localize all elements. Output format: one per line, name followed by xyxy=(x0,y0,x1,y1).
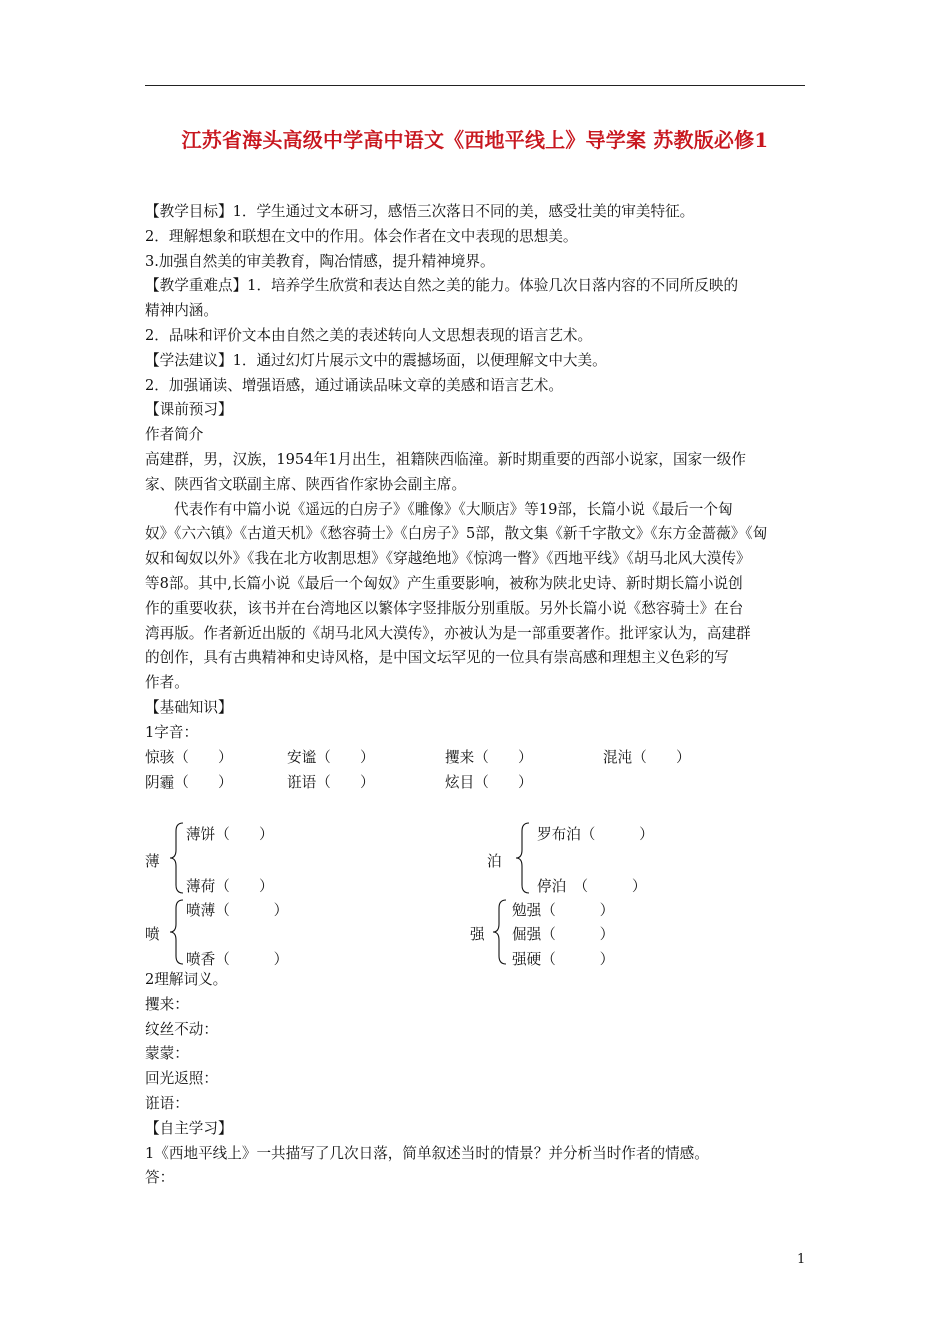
text-line: 【学法建议】1．通过幻灯片展示文中的震撼场面，以便理解文中大美。 xyxy=(145,351,607,369)
text-line: 【教学重难点】1．培养学生欣赏和表达自然之美的能力。体验几次日落内容的不同所反映的 xyxy=(145,277,739,295)
polyphone-item: 倔强（ ） xyxy=(512,926,615,943)
pinyin-item: 炫目（ ） xyxy=(445,774,533,791)
polyphone-item: 勉强（ ） xyxy=(512,902,615,919)
text-line: 3.加强自然美的审美教育，陶冶情感，提升精神境界。 xyxy=(145,252,495,270)
polyphone-group-qiang xyxy=(470,895,630,971)
lower-text xyxy=(145,968,809,1191)
text-line: 家、陕西省文联副主席、陕西省作家协会副主席。 xyxy=(145,475,467,493)
text-line: 的创作，具有古典精神和史诗风格，是中国文坛罕见的一位具有崇高感和理想主义色彩的写 xyxy=(145,649,729,667)
text-line: 诳语： xyxy=(145,1094,189,1112)
text-line: 作的重要收获，该书并在台湾地区以繁体字竖排版分别重版。另外长篇小说《愁容骑士》在台 xyxy=(145,599,744,617)
text-line: 等8部。其中,长篇小说《最后一个匈奴》产生重要影响，被称为陕北史诗、新时期长篇小说创 xyxy=(145,574,743,592)
polyphone-group-bao xyxy=(145,818,305,898)
polyphone-item: 停泊 （ ） xyxy=(537,878,647,895)
text-line: 作者。 xyxy=(145,674,189,692)
curly-brace-icon xyxy=(515,822,531,894)
pinyin-item: 惊骇（ ） xyxy=(145,749,233,766)
text-line: 攫来： xyxy=(145,995,189,1013)
section-heading: 【自主学习】 xyxy=(145,1119,233,1137)
polyphone-item: 薄饼（ ） xyxy=(186,826,274,843)
pinyin-item: 混沌（ ） xyxy=(603,749,691,766)
text-line: 2理解词义。 xyxy=(145,971,228,988)
pinyin-item: 攫来（ ） xyxy=(445,749,533,766)
text-line: 回光返照： xyxy=(145,1070,218,1088)
text-line: 代表作有中篇小说《遥远的白房子》《雕像》《大顺店》等19部，长篇小说《最后一个匈 xyxy=(174,500,733,518)
section-heading: 【基础知识】 xyxy=(145,698,233,716)
pinyin-item: 诳语（ ） xyxy=(287,774,375,791)
curly-brace-icon xyxy=(169,899,185,965)
text-line: 【教学目标】1．学生通过文本研习，感悟三次落日不同的美，感受壮美的审美特征。 xyxy=(145,203,695,220)
polyphone-head: 泊 xyxy=(487,853,502,870)
text-line: 答： xyxy=(145,1169,175,1187)
text-line: 奴》《六六镇》《古道天机》《愁容骑士》《白房子》5部，散文集《新千字散文》《东方金蔷薇》《匈 xyxy=(145,525,768,543)
polyphone-head: 强 xyxy=(470,926,485,943)
polyphone-item: 罗布泊（ ） xyxy=(537,826,654,843)
text-line: 2．理解想象和联想在文中的作用。体会作者在文中表现的思想美。 xyxy=(145,227,578,245)
section-heading: 【课前预习】 xyxy=(145,401,233,419)
polyphone-head: 喷 xyxy=(145,926,160,943)
header-rule xyxy=(145,85,805,86)
polyphone-item: 强硬（ ） xyxy=(512,951,615,968)
text-line: 湾再版。作者新近出版的《胡马北风大漠传》，亦被认为是一部重要著作。批评家认为，高建群 xyxy=(145,624,751,642)
page-number: 1 xyxy=(797,1252,806,1267)
pinyin-item: 安谧（ ） xyxy=(287,749,375,766)
text-line: 蒙蒙： xyxy=(145,1045,189,1063)
text-line: 作者简介 xyxy=(145,426,204,444)
text-line: 奴和匈奴以外》《我在北方收割思想》《穿越绝地》《惊鸿一瞥》《西地平线》《胡马北风大漠传》 xyxy=(145,550,751,568)
text-line: 1字音： xyxy=(145,723,199,741)
text-line: 精神内涵。 xyxy=(145,302,218,320)
polyphone-group-po xyxy=(487,818,667,898)
polyphone-group-pen xyxy=(145,895,305,971)
curly-brace-icon xyxy=(492,899,508,965)
text-line: 2．品味和评价文本由自然之美的表述转向人文思想表现的语言艺术。 xyxy=(145,326,593,344)
polyphone-item: 喷薄（ ） xyxy=(186,902,289,919)
document-title: 江苏省海头高级中学高中语文《西地平线上》导学案 苏教版必修1 xyxy=(181,128,769,152)
polyphone-item: 喷香（ ） xyxy=(186,951,289,968)
curly-brace-icon xyxy=(169,822,185,894)
text-line: 高建群，男，汉族，1954年1月出生，祖籍陕西临潼。新时期重要的西部小说家，国家一级作 xyxy=(145,450,746,468)
text-line: 纹丝不动： xyxy=(145,1020,218,1038)
polyphone-head: 薄 xyxy=(145,853,160,870)
pinyin-item: 阴霾（ ） xyxy=(145,774,233,791)
body-text xyxy=(145,200,809,746)
polyphone-item: 薄荷（ ） xyxy=(186,878,274,895)
text-line: 2．加强诵读、增强语感，通过诵读品味文章的美感和语言艺术。 xyxy=(145,376,563,394)
text-line: 1《西地平线上》一共描写了几次日落，简单叙述当时的情景？并分析当时作者的情感。 xyxy=(145,1144,709,1162)
